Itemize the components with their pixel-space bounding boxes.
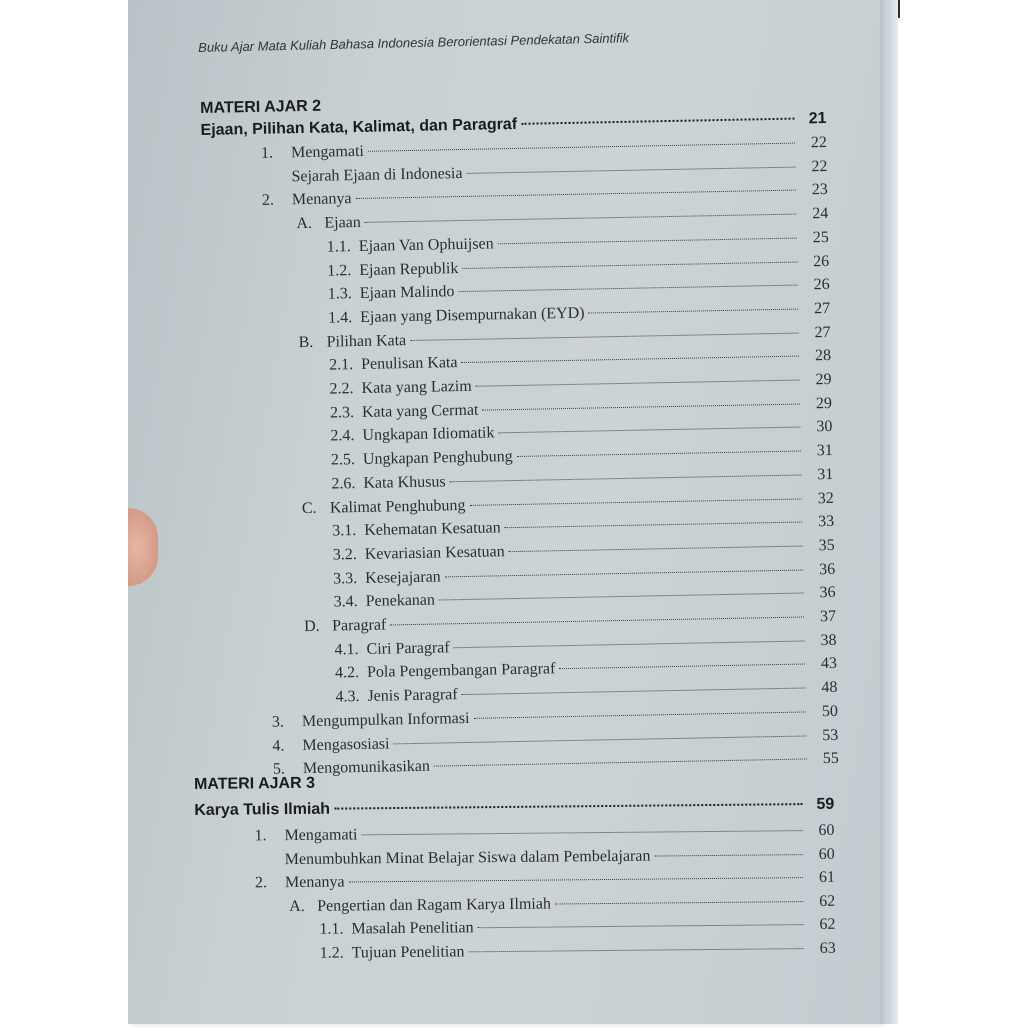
toc-entry-label: Pola Pengembangan Paragraf (366, 660, 556, 682)
toc-page-number: 62 (819, 892, 836, 910)
toc-entry-label: Kata Khusus (363, 473, 446, 492)
toc-entry-number: B. (298, 333, 314, 351)
toc-entry-number: 1. (254, 827, 267, 845)
toc-page-number: 22 (810, 133, 828, 152)
toc-entry-number: 1.2. (327, 261, 352, 280)
toc-page-number: 24 (812, 205, 829, 223)
leader-dots (468, 948, 803, 952)
toc-entry-label: Menanya (284, 873, 345, 892)
toc-entry-number: 4.3. (335, 688, 360, 706)
toc-entry-number: 2. (261, 191, 275, 210)
toc-entry-label: Kata yang Cermat (361, 401, 479, 421)
toc-entry-number: 3.1. (332, 522, 357, 540)
toc-entry-label: Menanya (291, 190, 352, 209)
toc-entry-number: 4.2. (334, 664, 360, 682)
leader-dots (478, 924, 804, 928)
toc-entry-number: 2.2. (329, 380, 354, 398)
leader-dots (349, 877, 803, 882)
toc-page-number: 29 (815, 394, 833, 412)
toc-entry-label: Mengasosiasi (302, 734, 390, 754)
toc-entry-label: Penekanan (365, 591, 436, 611)
toc-entry-label: Jenis Paragraf (367, 686, 458, 705)
toc-entry[interactable] (289, 892, 835, 919)
toc-heading-row[interactable] (194, 796, 834, 826)
leader-dots (654, 854, 802, 856)
toc-entry-number: 2.1. (328, 356, 354, 374)
toc-page-number: 60 (818, 821, 835, 839)
toc-entry-label: Kehematan Kesatuan (364, 519, 501, 540)
toc-entry-label: Ejaan yang Disempurnakan (EYD) (360, 304, 585, 326)
toc-page-number: 43 (820, 655, 838, 673)
toc-entry-label: Ungkapan Idiomatik (362, 424, 495, 445)
toc-page-number: 31 (816, 442, 834, 460)
toc-entry-number: 1.4. (328, 309, 353, 327)
toc-entry[interactable] (320, 939, 836, 966)
toc-page-number: 36 (819, 584, 836, 602)
toc-entry-number: 3. (271, 713, 285, 731)
toc-entry-number: 4. (272, 737, 285, 755)
toc-entry-number: 2.5. (330, 451, 356, 469)
toc-entry-label: Paragraf (331, 616, 387, 635)
toc-entry-label: Pilihan Kata (326, 331, 407, 351)
toc-page-number: 21 (808, 109, 827, 128)
toc-page-number: 50 (821, 702, 839, 720)
toc-page-number: 22 (811, 157, 828, 175)
toc-entry-label: Ejaan Malindo (359, 283, 455, 303)
toc-page-number: 26 (813, 252, 830, 270)
toc-entry-number: A. (289, 897, 305, 915)
toc-heading-title: Karya Tulis Ilmiah (194, 800, 331, 819)
toc-entry-number: A. (296, 214, 313, 233)
toc-entry-label: Tujuan Penelitian (351, 942, 465, 961)
toc-entry[interactable] (285, 845, 835, 872)
toc-entry-number: 3.2. (332, 545, 357, 564)
toc-entry[interactable] (319, 916, 835, 943)
toc-page-number: 48 (821, 678, 838, 697)
toc-entry-label: Kevariasian Kesatuan (364, 543, 505, 563)
toc-entry-number: 1.2. (319, 944, 344, 962)
materi-label: MATERI AJAR 2 (200, 97, 322, 117)
toc-entry-number: 2.3. (329, 403, 355, 422)
toc-page-number: 37 (819, 607, 837, 626)
toc-page-number: 31 (817, 465, 834, 484)
leader-dots (361, 830, 802, 835)
toc-entry-label: Menumbuhkan Minat Belajar Siswa dalam Pembelajaran (284, 847, 651, 868)
toc-entry-label: Mengumpulkan Informasi (301, 709, 470, 730)
toc-entry-label: Pengertian dan Ragam Karya Ilmiah (317, 895, 551, 915)
toc-heading-title: Ejaan, Pilihan Kata, Kalimat, dan Paragraf (200, 115, 518, 139)
toc-page-number: 62 (819, 915, 836, 933)
toc-page-number: 35 (818, 536, 835, 555)
toc-page-number: 23 (811, 181, 829, 199)
toc-page-number: 63 (819, 939, 836, 957)
toc-page-number: 28 (814, 347, 832, 365)
toc-page-number: 61 (818, 868, 836, 886)
toc-entry-label: Mengomunikasikan (302, 757, 431, 778)
toc-page-number: 55 (822, 750, 839, 768)
toc-entry-label: Penulisan Kata (360, 354, 458, 374)
toc-entry-number: 1.1. (319, 920, 344, 938)
toc-page-number: 27 (814, 323, 831, 341)
leader-dots (334, 803, 802, 809)
toc-page-number: 60 (818, 845, 835, 863)
toc-entry-label: Sejarah Ejaan di Indonesia (291, 164, 463, 185)
toc-page-number: 29 (815, 370, 832, 389)
toc-page-number: 38 (820, 631, 837, 649)
toc-entry-number: C. (301, 499, 317, 517)
toc-page-number: 26 (813, 276, 830, 294)
toc-entry-label: Kata yang Lazim (361, 377, 472, 397)
running-header: Buku Ajar Mata Kuliah Bahasa Indonesia Berorientasi Pendekatan Saintifik (198, 30, 630, 55)
toc-entry-number: 1.1. (326, 237, 352, 256)
toc-entry-number: D. (303, 617, 320, 636)
toc-entry-label: Kesejajaran (365, 568, 441, 587)
toc-entry-label: Kalimat Penghubung (329, 496, 466, 517)
toc-page-number: 25 (812, 228, 829, 247)
leader-dots (555, 901, 803, 904)
toc-entry-number: 4.1. (334, 640, 359, 659)
toc-entry-label: Mengamati (290, 142, 365, 162)
toc-entry-label: Ejaan Van Ophuijsen (358, 235, 494, 255)
toc-page-number: 30 (816, 418, 833, 436)
toc-entry-label: Mengamati (284, 826, 358, 845)
toc-entry-number: 2.4. (330, 427, 355, 445)
toc-entry-label: Masalah Penelitian (351, 919, 474, 938)
toc-entry-number: 2. (254, 874, 268, 892)
toc-entry-number: 3.4. (333, 593, 358, 611)
toc-page-number: 27 (813, 299, 831, 318)
toc-page-number: 33 (818, 513, 835, 531)
materi-label: MATERI AJAR 3 (193, 774, 316, 793)
toc-entry-number: 1.3. (327, 285, 352, 303)
toc-page-number: 36 (818, 560, 836, 578)
toc-entry-label: Ejaan (324, 214, 361, 232)
toc-entry-number: 3.3. (333, 569, 358, 588)
toc-entry-number: 5. (272, 760, 286, 778)
toc-page-number: 59 (816, 795, 835, 813)
toc-entry-number: 2.6. (331, 474, 356, 493)
toc-page-number: 53 (822, 726, 839, 744)
toc-page-number: 32 (817, 489, 834, 507)
toc-entry-label: Ciri Paragraf (366, 638, 450, 658)
toc-entry-number: 1. (260, 144, 274, 162)
toc-entry-label: Ungkapan Penghubung (362, 448, 513, 469)
toc-entry-label: Ejaan Republik (359, 259, 459, 279)
